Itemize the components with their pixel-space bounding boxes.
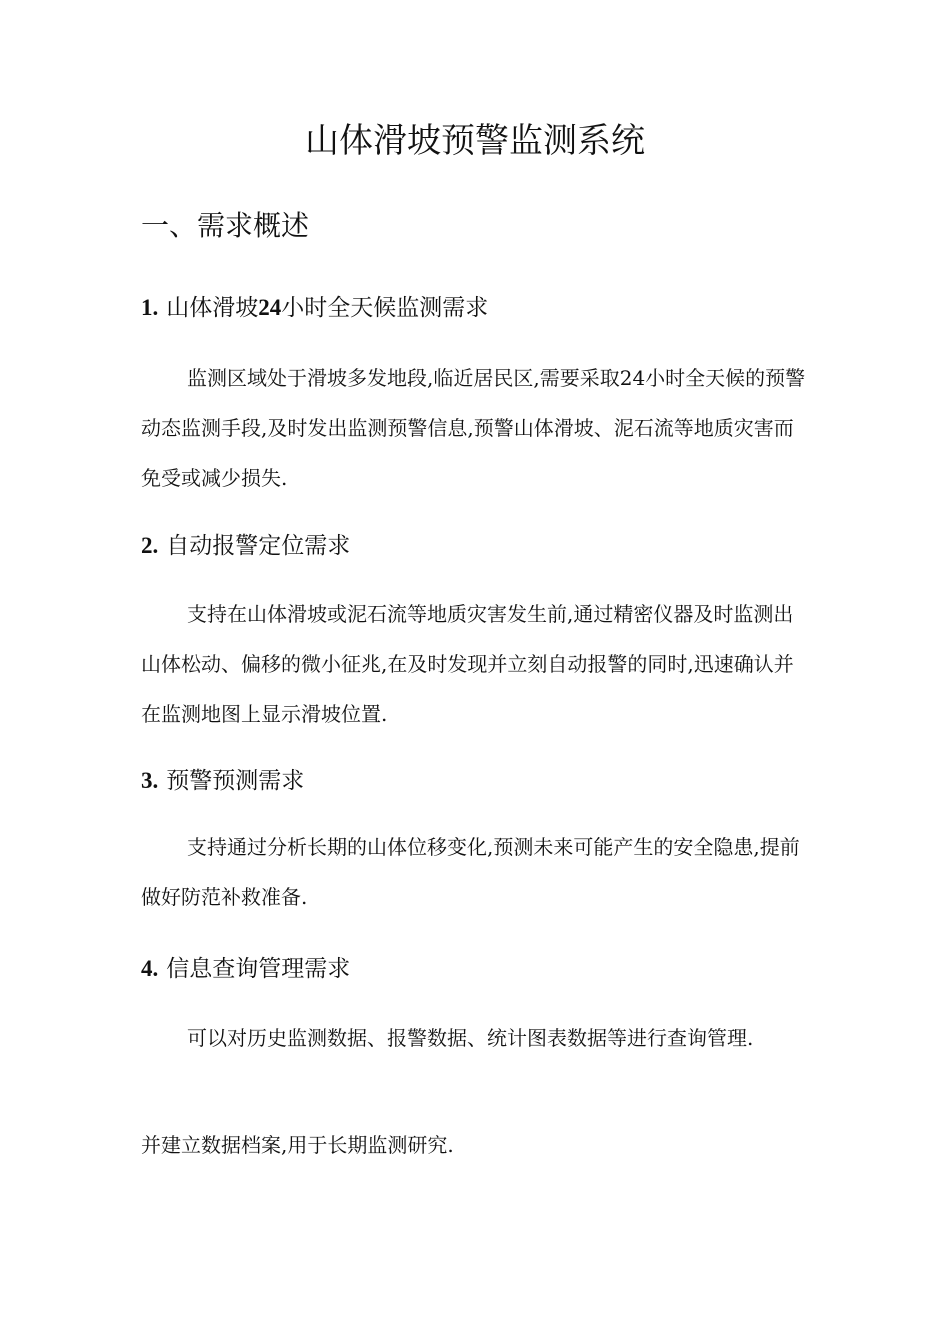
item-3-title: 预警预测需求 — [166, 768, 305, 794]
item-3-body: 支持通过分析长期的山体位移变化,预测未来可能产生的安全隐患,提前做好防范补救准备. — [141, 835, 800, 909]
item-1-heading — [141, 292, 488, 324]
item-1-number: 1. — [141, 295, 159, 320]
section-heading: 一、需求概述 — [141, 209, 310, 242]
item-4-body-continued: 并建立数据档案,用于长期监测研究. — [141, 1133, 454, 1157]
item-2-number: 2. — [141, 533, 159, 558]
item-3-number: 3. — [141, 768, 159, 793]
item-4-heading — [141, 953, 350, 985]
document-title: 山体滑坡预警监测系统 — [305, 121, 645, 161]
item-1-title-post: 小时全天候监测需求 — [281, 295, 489, 321]
item-2-heading — [141, 530, 350, 562]
item-1-body: 监测区域处于滑坡多发地段,临近居民区,需要采取24小时全天候的预警动态监测手段,及时发出监测预警信息,预警山体滑坡、泥石流等地质灾害而免受或减少损失. — [141, 366, 806, 490]
item-2-body: 支持在山体滑坡或泥石流等地质灾害发生前,通过精密仪器及时监测出山体松动、偏移的微小征兆,在及时发现并立刻自动报警的同时,迅速确认并在监测地图上显示滑坡位置. — [141, 602, 794, 726]
item-4-title: 信息查询管理需求 — [166, 956, 351, 982]
item-3-heading — [141, 765, 304, 797]
item-1-title-hours: 24 — [258, 295, 282, 320]
item-2-title: 自动报警定位需求 — [166, 533, 351, 559]
item-4-number: 4. — [141, 956, 159, 981]
item-4-body: 可以对历史监测数据、报警数据、统计图表数据等进行查询管理. — [187, 1026, 754, 1050]
item-1-title-pre: 山体滑坡 — [166, 295, 259, 321]
